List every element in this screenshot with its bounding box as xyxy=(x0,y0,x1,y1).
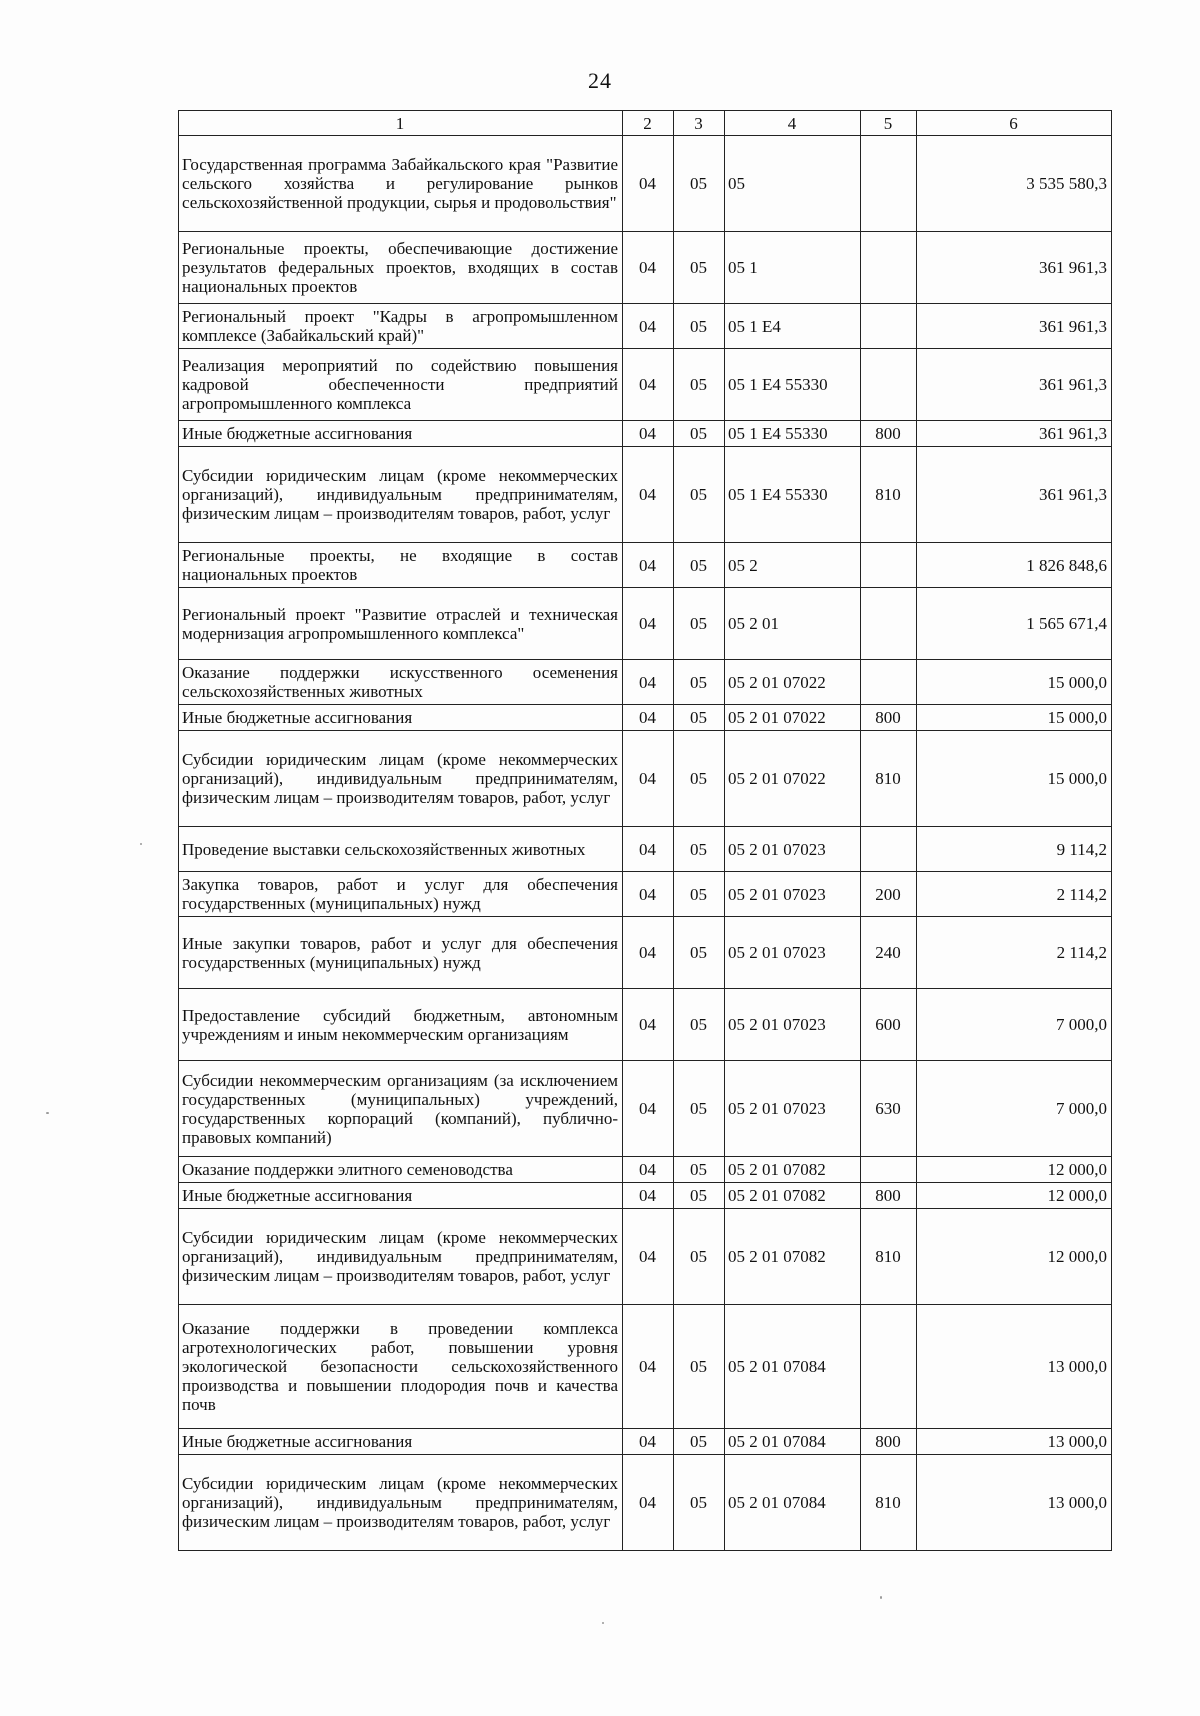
cell-target-code: 05 2 01 07084 xyxy=(725,1429,861,1455)
cell-target-code: 05 2 01 07082 xyxy=(725,1183,861,1209)
table-row xyxy=(179,1455,1112,1551)
cell-target-code: 05 2 01 07023 xyxy=(725,989,861,1061)
cell-expense-type: 200 xyxy=(861,872,917,917)
cell-subsection: 05 xyxy=(674,543,725,588)
cell-section: 04 xyxy=(623,1157,674,1183)
table-row xyxy=(179,827,1112,872)
cell-target-code: 05 2 01 07023 xyxy=(725,917,861,989)
cell-name: Региональный проект "Развитие отраслей и техническая модернизация агропромышленного комплекса" xyxy=(179,588,623,660)
table-row xyxy=(179,1183,1112,1209)
cell-name: Субсидии юридическим лицам (кроме некоммерческих организаций), индивидуальным предпринимателям, физическим лицам – производителям товаров, работ, услуг xyxy=(179,1455,623,1551)
cell-amount: 7 000,0 xyxy=(917,989,1112,1061)
cell-subsection: 05 xyxy=(674,1429,725,1455)
cell-expense-type: 600 xyxy=(861,989,917,1061)
cell-amount: 3 535 580,3 xyxy=(917,136,1112,232)
cell-expense-type xyxy=(861,660,917,705)
cell-expense-type: 810 xyxy=(861,731,917,827)
cell-subsection: 05 xyxy=(674,447,725,543)
cell-target-code: 05 2 01 07022 xyxy=(725,705,861,731)
cell-name: Оказание поддержки в проведении комплекса агротехнологических работ, повышении уровня экологической безопасности сельскохозяйственного производства и повышении плодородия почв и качества почв xyxy=(179,1305,623,1429)
table-row xyxy=(179,1209,1112,1305)
cell-subsection: 05 xyxy=(674,827,725,872)
cell-expense-type: 810 xyxy=(861,447,917,543)
cell-section: 04 xyxy=(623,232,674,304)
table-row xyxy=(179,917,1112,989)
cell-amount: 361 961,3 xyxy=(917,304,1112,349)
cell-subsection: 05 xyxy=(674,304,725,349)
cell-name: Оказание поддержки искусственного осеменения сельскохозяйственных животных xyxy=(179,660,623,705)
table-row xyxy=(179,1429,1112,1455)
cell-section: 04 xyxy=(623,827,674,872)
cell-name: Региональные проекты, обеспечивающие достижение результатов федеральных проектов, входящих в состав национальных проектов xyxy=(179,232,623,304)
cell-subsection: 05 xyxy=(674,917,725,989)
cell-section: 04 xyxy=(623,588,674,660)
cell-name: Иные закупки товаров, работ и услуг для обеспечения государственных (муниципальных) нужд xyxy=(179,917,623,989)
table-row xyxy=(179,304,1112,349)
scan-speck xyxy=(46,1112,49,1114)
header-row xyxy=(179,111,1112,136)
cell-amount: 12 000,0 xyxy=(917,1183,1112,1209)
cell-target-code: 05 2 xyxy=(725,543,861,588)
cell-target-code: 05 xyxy=(725,136,861,232)
cell-expense-type xyxy=(861,1305,917,1429)
cell-amount: 7 000,0 xyxy=(917,1061,1112,1157)
cell-subsection: 05 xyxy=(674,1455,725,1551)
cell-target-code: 05 2 01 07082 xyxy=(725,1157,861,1183)
cell-expense-type: 800 xyxy=(861,1183,917,1209)
cell-expense-type: 810 xyxy=(861,1455,917,1551)
cell-subsection: 05 xyxy=(674,989,725,1061)
cell-name: Оказание поддержки элитного семеноводства xyxy=(179,1157,623,1183)
cell-expense-type xyxy=(861,588,917,660)
table-row xyxy=(179,660,1112,705)
cell-target-code: 05 1 Е4 55330 xyxy=(725,447,861,543)
cell-target-code: 05 2 01 07022 xyxy=(725,731,861,827)
cell-name: Субсидии некоммерческим организациям (за исключением государственных (муниципальных) учреждений, государственных корпораций (компаний), публично-правовых компаний) xyxy=(179,1061,623,1157)
cell-section: 04 xyxy=(623,872,674,917)
header-col-4: 4 xyxy=(725,111,861,136)
cell-expense-type xyxy=(861,136,917,232)
cell-section: 04 xyxy=(623,304,674,349)
cell-amount: 361 961,3 xyxy=(917,447,1112,543)
cell-amount: 15 000,0 xyxy=(917,660,1112,705)
cell-name: Региональный проект "Кадры в агропромышленном комплексе (Забайкальский край)" xyxy=(179,304,623,349)
cell-subsection: 05 xyxy=(674,349,725,421)
cell-amount: 361 961,3 xyxy=(917,421,1112,447)
table-row xyxy=(179,872,1112,917)
cell-name: Иные бюджетные ассигнования xyxy=(179,705,623,731)
cell-section: 04 xyxy=(623,1305,674,1429)
cell-expense-type: 800 xyxy=(861,421,917,447)
cell-section: 04 xyxy=(623,660,674,705)
cell-target-code: 05 2 01 07023 xyxy=(725,827,861,872)
cell-amount: 2 114,2 xyxy=(917,872,1112,917)
cell-section: 04 xyxy=(623,1061,674,1157)
table-row xyxy=(179,1305,1112,1429)
cell-expense-type xyxy=(861,349,917,421)
cell-amount: 15 000,0 xyxy=(917,705,1112,731)
cell-name: Реализация мероприятий по содействию повышения кадровой обеспеченности предприятий агропромышленного комплекса xyxy=(179,349,623,421)
cell-name: Субсидии юридическим лицам (кроме некоммерческих организаций), индивидуальным предпринимателям, физическим лицам – производителям товаров, работ, услуг xyxy=(179,447,623,543)
cell-amount: 13 000,0 xyxy=(917,1305,1112,1429)
cell-expense-type: 810 xyxy=(861,1209,917,1305)
cell-name: Субсидии юридическим лицам (кроме некоммерческих организаций), индивидуальным предпринимателям, физическим лицам – производителям товаров, работ, услуг xyxy=(179,1209,623,1305)
table-row xyxy=(179,349,1112,421)
header-col-6: 6 xyxy=(917,111,1112,136)
cell-subsection: 05 xyxy=(674,588,725,660)
table-row xyxy=(179,136,1112,232)
cell-expense-type xyxy=(861,543,917,588)
cell-amount: 12 000,0 xyxy=(917,1157,1112,1183)
table-header xyxy=(179,111,1112,136)
cell-amount: 13 000,0 xyxy=(917,1429,1112,1455)
cell-section: 04 xyxy=(623,1455,674,1551)
cell-section: 04 xyxy=(623,1429,674,1455)
header-col-5: 5 xyxy=(861,111,917,136)
cell-section: 04 xyxy=(623,543,674,588)
cell-name: Предоставление субсидий бюджетным, автономным учреждениям и иным некоммерческим организациям xyxy=(179,989,623,1061)
cell-expense-type: 240 xyxy=(861,917,917,989)
cell-subsection: 05 xyxy=(674,872,725,917)
cell-amount: 2 114,2 xyxy=(917,917,1112,989)
cell-name: Закупка товаров, работ и услуг для обеспечения государственных (муниципальных) нужд xyxy=(179,872,623,917)
cell-name: Государственная программа Забайкальского края "Развитие сельского хозяйства и регулирование рынков сельскохозяйственной продукции, сырья и продовольствия" xyxy=(179,136,623,232)
cell-target-code: 05 1 xyxy=(725,232,861,304)
scan-speck xyxy=(140,843,142,845)
cell-expense-type xyxy=(861,1157,917,1183)
table-row xyxy=(179,989,1112,1061)
cell-amount: 9 114,2 xyxy=(917,827,1112,872)
table-row xyxy=(179,588,1112,660)
cell-subsection: 05 xyxy=(674,1209,725,1305)
cell-target-code: 05 2 01 07084 xyxy=(725,1305,861,1429)
cell-name: Иные бюджетные ассигнования xyxy=(179,1429,623,1455)
cell-subsection: 05 xyxy=(674,136,725,232)
cell-target-code: 05 2 01 07023 xyxy=(725,872,861,917)
cell-section: 04 xyxy=(623,917,674,989)
cell-subsection: 05 xyxy=(674,1305,725,1429)
cell-name: Субсидии юридическим лицам (кроме некоммерческих организаций), индивидуальным предпринимателям, физическим лицам – производителям товаров, работ, услуг xyxy=(179,731,623,827)
cell-target-code: 05 2 01 07023 xyxy=(725,1061,861,1157)
cell-subsection: 05 xyxy=(674,660,725,705)
cell-target-code: 05 2 01 xyxy=(725,588,861,660)
cell-section: 04 xyxy=(623,421,674,447)
budget-table xyxy=(178,110,1112,1551)
cell-name: Иные бюджетные ассигнования xyxy=(179,1183,623,1209)
cell-target-code: 05 2 01 07082 xyxy=(725,1209,861,1305)
scan-speck xyxy=(602,1622,604,1624)
cell-amount: 361 961,3 xyxy=(917,349,1112,421)
cell-section: 04 xyxy=(623,349,674,421)
cell-expense-type xyxy=(861,304,917,349)
table-row xyxy=(179,232,1112,304)
cell-target-code: 05 2 01 07022 xyxy=(725,660,861,705)
table-row xyxy=(179,731,1112,827)
cell-expense-type xyxy=(861,232,917,304)
cell-amount: 15 000,0 xyxy=(917,731,1112,827)
cell-target-code: 05 2 01 07084 xyxy=(725,1455,861,1551)
cell-section: 04 xyxy=(623,1209,674,1305)
cell-expense-type: 630 xyxy=(861,1061,917,1157)
cell-expense-type xyxy=(861,827,917,872)
page-number: 24 xyxy=(588,68,612,93)
cell-section: 04 xyxy=(623,705,674,731)
cell-section: 04 xyxy=(623,731,674,827)
cell-subsection: 05 xyxy=(674,421,725,447)
cell-section: 04 xyxy=(623,989,674,1061)
cell-subsection: 05 xyxy=(674,1183,725,1209)
scan-speck xyxy=(880,1596,882,1599)
cell-subsection: 05 xyxy=(674,232,725,304)
cell-target-code: 05 1 Е4 55330 xyxy=(725,349,861,421)
table-row xyxy=(179,447,1112,543)
header-col-2: 2 xyxy=(623,111,674,136)
cell-name: Региональные проекты, не входящие в состав национальных проектов xyxy=(179,543,623,588)
header-col-3: 3 xyxy=(674,111,725,136)
cell-section: 04 xyxy=(623,136,674,232)
header-col-1: 1 xyxy=(179,111,623,136)
cell-section: 04 xyxy=(623,447,674,543)
table-row xyxy=(179,705,1112,731)
cell-section: 04 xyxy=(623,1183,674,1209)
cell-subsection: 05 xyxy=(674,731,725,827)
cell-subsection: 05 xyxy=(674,705,725,731)
cell-amount: 12 000,0 xyxy=(917,1209,1112,1305)
cell-name: Проведение выставки сельскохозяйственных животных xyxy=(179,827,623,872)
table-body xyxy=(179,136,1112,1551)
cell-expense-type: 800 xyxy=(861,1429,917,1455)
cell-expense-type: 800 xyxy=(861,705,917,731)
table-row xyxy=(179,1061,1112,1157)
cell-name: Иные бюджетные ассигнования xyxy=(179,421,623,447)
cell-target-code: 05 1 Е4 xyxy=(725,304,861,349)
table-row xyxy=(179,1157,1112,1183)
table-row xyxy=(179,543,1112,588)
cell-amount: 1 565 671,4 xyxy=(917,588,1112,660)
cell-amount: 1 826 848,6 xyxy=(917,543,1112,588)
cell-subsection: 05 xyxy=(674,1157,725,1183)
cell-target-code: 05 1 Е4 55330 xyxy=(725,421,861,447)
cell-amount: 13 000,0 xyxy=(917,1455,1112,1551)
cell-subsection: 05 xyxy=(674,1061,725,1157)
table-row xyxy=(179,421,1112,447)
cell-amount: 361 961,3 xyxy=(917,232,1112,304)
